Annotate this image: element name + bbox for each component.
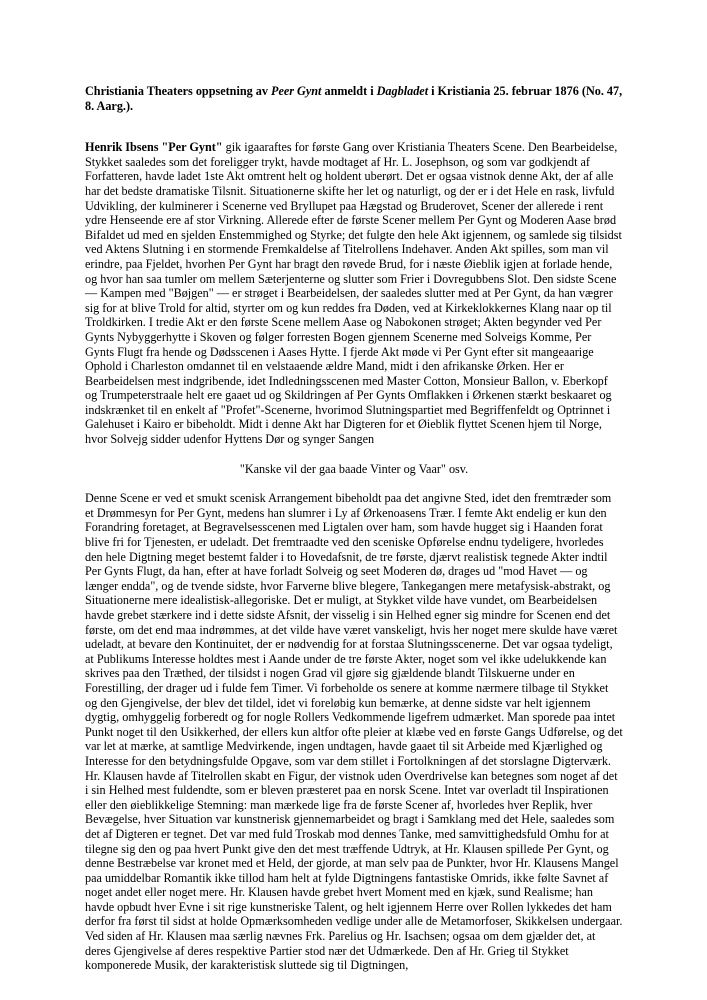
review-paragraph-2: Denne Scene er ved et smukt scenisk Arrangement bibeholdt paa det angivne Sted, idet den fremtræder som et Drømmesyn for Per Gynt, medens han slumrer i Ly af Ørkenoasens Trær. I femte Akt endelig er kun den Forandring foretaget, at Begravelsesscenen med Ligtalen over ham, som havde hugget sig i Haanden forat blive fri for Tjenesten, er udeladt. Det fremtraadte ved den sceniske Opførelse endnu tydeligere, hvorledes den hele Digtning meget bestemt falder i to Hovedafsnit, de tre første, djærvt realistisk tegnede Akter indtil Per Gynts Flugt, da han, efter at have forladt Solveig og seet Moderen dø, drages ud "mod Havet — og længer endda", og de tvende sidste, hvor Farverne blive blegere, Tankegangen mere metafysisk-abstrakt, og Situationerne mere idealistisk-allegoriske. Det er muligt, at Stykket vilde have vundet, om Bearbeidelsen havde grebet stærkere ind i dette sidste Afsnit, der visselig i sin Helhed egner sig mindre for Scenen end det første, om det end maa indrømmes, at det vilde have været vanskeligt, hvis her noget mere skulde have været udeladt, at bevare den Kontinuitet, der er nødvendig for at forstaa Slutningsscenerne. Det var ogsaa tydeligt, at Publikums Interesse holdtes mest i Aande under de tre første Akter, noget som vel ikke udelukkende kan skrives paa den Træthed, der tilsidst i nogen Grad vil gjøre sig gjældende blandt Tilskuerne under en Forestilling, der drager ud i fulde fem Timer. Vi forbeholde os senere at komme nærmere tilbage til Stykket og den Gjengivelse, der blev det tildel, idet vi foreløbig kun bemærke, at denne sidste var helt igjennem dygtig, omhyggelig forberedt og for nogle Rollers Vedkommende ligefrem udmærket. Man sporede paa intet Punkt noget til den Usikkerhed, der ellers kun altfor ofte pleier at klæbe ved en første Gangs Udførelse, og det var let at mærke, at samtlige Medvirkende, ingen undtagen, havde gaaet til sit Arbeide med Kjærlighed og Interesse for den betydningsfulde Opgave, som var dem stillet i Fortolkningen af det storslagne Digterværk. Hr. Klausen havde af Titelrollen skabt en Figur, der vistnok uden Overdrivelse kan betegnes som noget af det i sin Helhed mest fuldendte, som er bleven præsteret paa en norsk Scene. Intet var overladt til Inspirationen eller den øieblikkelige Stemning: man mærkede lige fra de første Scener af, hvorledes hver Replik, hver Bevægelse, hver Situation var kunstnerisk gjennemarbeidet og bragt i Samklang med det Hele, saaledes som det af Digteren er tegnet. Det var med fuld Troskab mod dennes Tanke, med samvittighedsfuld Omhu for at tilegne sig den og paa hvert Punkt give den det mest træffende Udtryk, at Hr. Klausen spillede Per Gynt, og denne Bestræbelse var kronet med et Held, der gjorde, at man selv paa de Punkter, hvor Hr. Klausens Mangel paa umiddelbar Romantik ikke tillod ham helt at fylde Digtningens fantastiske Omrids, ikke følte Savnet af noget andet eller noget mere. Hr. Klausen havde grebet hvert Moment med en kjæk, sund Realisme; han havde opbudt hver Evne i sit rige kunstneriske Talent, og helt igjennem Herre over Rollen lykkedes det ham derfor fra først til sidst at holde Opmærksomheden vedlige under alle de Metamorfoser, Skikkelsen undergaar. Ved siden af Hr. Klausen maa særlig nævnes Frk. Parelius og Hr. Isachsen; ogsaa om dem gjælder det, at deres Gjengivelse af deres respektive Partier stod nær det Udmærkede. Den af Hr. Grieg til Stykket komponerede Musik, der karakteristisk sluttede sig til Digtningen,: [85, 491, 623, 973]
heading-text-part3: i Kristiania 25. februar 1876 (No. 47, 8. Aarg.).: [85, 84, 623, 113]
article-heading: [85, 84, 623, 113]
song-quote-line: "Kanske vil der gaa baade Vinter og Vaar" osv.: [239, 461, 469, 476]
review-paragraph-1: [85, 140, 623, 446]
paragraph-1-bold-lead: Henrik Ibsens "Per Gynt": [85, 140, 223, 155]
heading-journal-name: Dagbladet: [376, 84, 429, 98]
paragraph-1-body-text: gik igaaraftes for første Gang over Kristiania Theaters Scene. Den Bearbeidelse, Stykket saaledes som det foreligger trykt, havde modtaget af Hr. L. Josephson, og som var godkjendt af Forfatteren, havde ladet 1ste Akt omtrent helt og holdent uberørt. Det er ogsaa vistnok denne Akt, der af alle har det bedste dramatiske Tilsnit. Situationerne skifte her let og naturligt, og der er i det Hele en rask, livfuld Udvikling, der kulminerer i Scenerne ved Bryllupet paa Hægstad og Bruderovet, Scener der allerede i rent ydre Henseende ere af stor Virkning. Allerede efter de første Scener mellem Per Gynt og Moderen Aase brød Bifaldet ud med en sjelden Enstemmighed og Styrke; det fulgte den hele Akt igjennem, og samlede sig tilsidst ved Aktens Slutning i en stormende Fremkaldelse af Titelrollens Indehaver. Anden Akt spilles, som man vil erindre, paa Fjeldet, hvorhen Per Gynt har bragt den røvede Brud, for i næste Øieblik igjen at forlade hende, og hvor han saa tumler om mellem Sæterjenterne og slutter som Frier i Dovregubbens Slot. Den sidste Scene — Kampen med "Bøjgen" — er strøget i Bearbeidelsen, der saaledes slutter med at Per Gynt, da han vægrer sig for at blive Trold for altid, styrter om og kun reddes fra Døden, ved at Kirkeklokkernes Klang naar op til Troldkirken. I tredie Akt er den første Scene mellem Aase og Nabokonen strøget; Akten begynder ved Per Gynts Nybyggerhytte i Skoven og følger forresten Bogen gjennem Scenerne med Solveigs Komme, Per Gynts Flugt fra hende og Dødsscenen i Aases Hytte. I fjerde Akt møde vi Per Gynt efter sit mangeaarige Ophold i Charleston omdannet til en velstaaende ældre Mand, midt i den afrikanske Ørken. Her er Bearbeidelsen mest indgribende, idet Indledningsscenen med Master Cotton, Monsieur Ballon, v. Eberkopf og Trumpeterstraale helt ere gaaet ud og Skildringen af Per Gynts Omflakken i Ørkenen stærkt beskaaret og indskrænket til en enkelt af "Profet"-Scenerne, hvorimod Slutningspartiet med Begriffenfeldt og Optrinnet i Galehuset i Kairo er bibeholdt. Midt i denne Akt har Digteren for et Øieblik flyttet Scenen hjem til Norge, hvor Solvejg sidder udenfor Hyttens Dør og synger Sangen: [85, 140, 622, 447]
heading-text-part1: Christiania Theaters oppsetning av: [85, 84, 271, 98]
heading-play-title: Peer Gynt: [271, 84, 322, 98]
heading-text-part2: anmeldt i: [321, 84, 377, 98]
